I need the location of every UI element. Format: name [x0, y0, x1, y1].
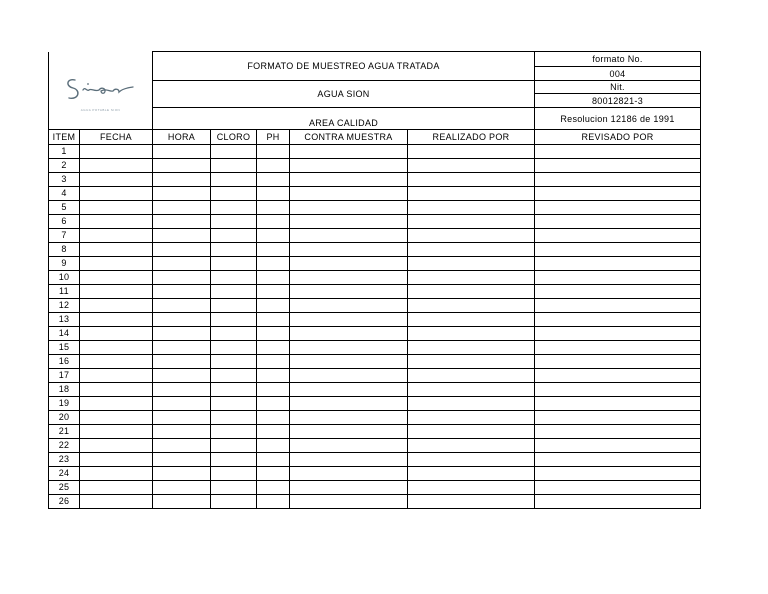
hora-cell[interactable]: [153, 453, 211, 467]
hora-cell[interactable]: [153, 201, 211, 215]
cloro-cell[interactable]: [211, 215, 257, 229]
sampling-table: [48, 129, 701, 509]
realizado-por-cell[interactable]: [408, 341, 535, 355]
fecha-cell[interactable]: [80, 411, 153, 425]
hora-cell[interactable]: [153, 243, 211, 257]
contra-muestra-cell[interactable]: [290, 145, 408, 159]
company-name: AGUA SION: [153, 81, 535, 108]
revisado-por-cell[interactable]: [535, 425, 701, 439]
item-number: 25: [49, 481, 80, 495]
item-number: 12: [49, 299, 80, 313]
fecha-cell[interactable]: [80, 145, 153, 159]
ph-cell[interactable]: [257, 341, 290, 355]
table-row: [49, 215, 701, 229]
revisado-por-cell[interactable]: [535, 187, 701, 201]
cloro-cell[interactable]: [211, 285, 257, 299]
format-number: 004: [535, 67, 701, 81]
contra-muestra-cell[interactable]: [290, 173, 408, 187]
nit-label: Nit.: [535, 81, 701, 94]
revisado-por-cell[interactable]: [535, 439, 701, 453]
area-name: AREA CALIDAD: [153, 108, 535, 130]
fecha-cell[interactable]: [80, 215, 153, 229]
contra-muestra-cell[interactable]: [290, 411, 408, 425]
fecha-cell[interactable]: [80, 313, 153, 327]
fecha-cell[interactable]: [80, 243, 153, 257]
hora-cell[interactable]: [153, 355, 211, 369]
col-realizado-por-header: REALIZADO POR: [408, 130, 535, 145]
contra-muestra-cell[interactable]: [290, 481, 408, 495]
table-row: [49, 453, 701, 467]
cloro-cell[interactable]: [211, 145, 257, 159]
table-row: [49, 439, 701, 453]
revisado-por-cell[interactable]: [535, 369, 701, 383]
table-row: [49, 159, 701, 173]
table-row: [49, 173, 701, 187]
hora-cell[interactable]: [153, 341, 211, 355]
hora-cell[interactable]: [153, 439, 211, 453]
item-number: 21: [49, 425, 80, 439]
table-row: [49, 313, 701, 327]
fecha-cell[interactable]: [80, 425, 153, 439]
contra-muestra-cell[interactable]: [290, 383, 408, 397]
table-row: [49, 145, 701, 159]
col-hora-header: HORA: [153, 130, 211, 145]
fecha-cell[interactable]: [80, 453, 153, 467]
item-number: 6: [49, 215, 80, 229]
fecha-cell[interactable]: [80, 187, 153, 201]
realizado-por-cell[interactable]: [408, 355, 535, 369]
cloro-cell[interactable]: [211, 313, 257, 327]
contra-muestra-cell[interactable]: [290, 397, 408, 411]
item-number: 18: [49, 383, 80, 397]
ph-cell[interactable]: [257, 257, 290, 271]
item-number: 17: [49, 369, 80, 383]
cloro-cell[interactable]: [211, 173, 257, 187]
cloro-cell[interactable]: [211, 257, 257, 271]
revisado-por-cell[interactable]: [535, 285, 701, 299]
fecha-cell[interactable]: [80, 495, 153, 509]
contra-muestra-cell[interactable]: [290, 299, 408, 313]
cloro-cell[interactable]: [211, 383, 257, 397]
hora-cell[interactable]: [153, 229, 211, 243]
realizado-por-cell[interactable]: [408, 271, 535, 285]
contra-muestra-cell[interactable]: [290, 341, 408, 355]
table-row: [49, 369, 701, 383]
revisado-por-cell[interactable]: [535, 215, 701, 229]
ph-cell[interactable]: [257, 355, 290, 369]
realizado-por-cell[interactable]: [408, 215, 535, 229]
contra-muestra-cell[interactable]: [290, 243, 408, 257]
cloro-cell[interactable]: [211, 243, 257, 257]
table-row: [49, 467, 701, 481]
nit-number: 80012821-3: [535, 94, 701, 108]
realizado-por-cell[interactable]: [408, 467, 535, 481]
contra-muestra-cell[interactable]: [290, 271, 408, 285]
cloro-cell[interactable]: [211, 481, 257, 495]
table-row: [49, 257, 701, 271]
fecha-cell[interactable]: [80, 257, 153, 271]
realizado-por-cell[interactable]: [408, 453, 535, 467]
revisado-por-cell[interactable]: [535, 397, 701, 411]
item-number: 3: [49, 173, 80, 187]
ph-cell[interactable]: [257, 229, 290, 243]
hora-cell[interactable]: [153, 411, 211, 425]
ph-cell[interactable]: [257, 285, 290, 299]
contra-muestra-cell[interactable]: [290, 369, 408, 383]
hora-cell[interactable]: [153, 173, 211, 187]
realizado-por-cell[interactable]: [408, 159, 535, 173]
revisado-por-cell[interactable]: [535, 453, 701, 467]
cloro-cell[interactable]: [211, 271, 257, 285]
realizado-por-cell[interactable]: [408, 257, 535, 271]
revisado-por-cell[interactable]: [535, 257, 701, 271]
cloro-cell[interactable]: [211, 397, 257, 411]
table-row: [49, 229, 701, 243]
table-row: [49, 327, 701, 341]
revisado-por-cell[interactable]: [535, 159, 701, 173]
fecha-cell[interactable]: [80, 173, 153, 187]
contra-muestra-cell[interactable]: [290, 327, 408, 341]
sion-logo-icon: [61, 70, 141, 106]
realizado-por-cell[interactable]: [408, 299, 535, 313]
hora-cell[interactable]: [153, 187, 211, 201]
hora-cell[interactable]: [153, 215, 211, 229]
fecha-cell[interactable]: [80, 341, 153, 355]
hora-cell[interactable]: [153, 481, 211, 495]
ph-cell[interactable]: [257, 383, 290, 397]
item-number: 14: [49, 327, 80, 341]
hora-cell[interactable]: [153, 467, 211, 481]
contra-muestra-cell[interactable]: [290, 201, 408, 215]
ph-cell[interactable]: [257, 411, 290, 425]
cloro-cell[interactable]: [211, 453, 257, 467]
revisado-por-cell[interactable]: [535, 495, 701, 509]
hora-cell[interactable]: [153, 299, 211, 313]
item-number: 22: [49, 439, 80, 453]
ph-cell[interactable]: [257, 495, 290, 509]
item-number: 1: [49, 145, 80, 159]
ph-cell[interactable]: [257, 215, 290, 229]
item-number: 24: [49, 467, 80, 481]
table-row: [49, 397, 701, 411]
fecha-cell[interactable]: [80, 369, 153, 383]
resolution-text: Resolucion 12186 de 1991: [535, 108, 701, 130]
cloro-cell[interactable]: [211, 187, 257, 201]
cloro-cell[interactable]: [211, 425, 257, 439]
col-fecha-header: FECHA: [80, 130, 153, 145]
fecha-cell[interactable]: [80, 159, 153, 173]
realizado-por-cell[interactable]: [408, 187, 535, 201]
contra-muestra-cell[interactable]: [290, 355, 408, 369]
realizado-por-cell[interactable]: [408, 397, 535, 411]
company-logo: [55, 52, 147, 130]
revisado-por-cell[interactable]: [535, 229, 701, 243]
item-number: 11: [49, 285, 80, 299]
table-row: [49, 201, 701, 215]
col-ph-header: PH: [257, 130, 290, 145]
realizado-por-cell[interactable]: [408, 411, 535, 425]
realizado-por-cell[interactable]: [408, 173, 535, 187]
realizado-por-cell[interactable]: [408, 369, 535, 383]
cloro-cell[interactable]: [211, 327, 257, 341]
revisado-por-cell[interactable]: [535, 243, 701, 257]
hora-cell[interactable]: [153, 327, 211, 341]
ph-cell[interactable]: [257, 467, 290, 481]
item-number: 20: [49, 411, 80, 425]
ph-cell[interactable]: [257, 201, 290, 215]
realizado-por-cell[interactable]: [408, 495, 535, 509]
table-row: [49, 243, 701, 257]
hora-cell[interactable]: [153, 397, 211, 411]
realizado-por-cell[interactable]: [408, 383, 535, 397]
cloro-cell[interactable]: [211, 201, 257, 215]
logo-subtext: AGUA POTABLE SION: [80, 107, 121, 112]
cloro-cell[interactable]: [211, 229, 257, 243]
format-label: formato No.: [535, 52, 701, 67]
col-item-header: ITEM: [49, 130, 80, 145]
ph-cell[interactable]: [257, 173, 290, 187]
hora-cell[interactable]: [153, 369, 211, 383]
ph-cell[interactable]: [257, 271, 290, 285]
ph-cell[interactable]: [257, 145, 290, 159]
table-row: [49, 481, 701, 495]
contra-muestra-cell[interactable]: [290, 425, 408, 439]
revisado-por-cell[interactable]: [535, 411, 701, 425]
ph-cell[interactable]: [257, 369, 290, 383]
fecha-cell[interactable]: [80, 439, 153, 453]
contra-muestra-cell[interactable]: [290, 187, 408, 201]
hora-cell[interactable]: [153, 495, 211, 509]
ph-cell[interactable]: [257, 439, 290, 453]
contra-muestra-cell[interactable]: [290, 229, 408, 243]
realizado-por-cell[interactable]: [408, 481, 535, 495]
form-header: [48, 51, 701, 130]
fecha-cell[interactable]: [80, 481, 153, 495]
table-row: [49, 355, 701, 369]
contra-muestra-cell[interactable]: [290, 495, 408, 509]
hora-cell[interactable]: [153, 145, 211, 159]
revisado-por-cell[interactable]: [535, 467, 701, 481]
revisado-por-cell[interactable]: [535, 481, 701, 495]
ph-cell[interactable]: [257, 397, 290, 411]
table-row: [49, 187, 701, 201]
ph-cell[interactable]: [257, 159, 290, 173]
item-number: 13: [49, 313, 80, 327]
sampling-form: [48, 51, 700, 509]
fecha-cell[interactable]: [80, 271, 153, 285]
contra-muestra-cell[interactable]: [290, 467, 408, 481]
item-number: 4: [49, 187, 80, 201]
contra-muestra-cell[interactable]: [290, 215, 408, 229]
cloro-cell[interactable]: [211, 467, 257, 481]
hora-cell[interactable]: [153, 425, 211, 439]
fecha-cell[interactable]: [80, 383, 153, 397]
cloro-cell[interactable]: [211, 299, 257, 313]
contra-muestra-cell[interactable]: [290, 439, 408, 453]
fecha-cell[interactable]: [80, 299, 153, 313]
item-number: 2: [49, 159, 80, 173]
item-number: 5: [49, 201, 80, 215]
revisado-por-cell[interactable]: [535, 341, 701, 355]
item-number: 19: [49, 397, 80, 411]
fecha-cell[interactable]: [80, 467, 153, 481]
hora-cell[interactable]: [153, 313, 211, 327]
fecha-cell[interactable]: [80, 229, 153, 243]
ph-cell[interactable]: [257, 299, 290, 313]
realizado-por-cell[interactable]: [408, 145, 535, 159]
contra-muestra-cell[interactable]: [290, 257, 408, 271]
cloro-cell[interactable]: [211, 341, 257, 355]
cloro-cell[interactable]: [211, 369, 257, 383]
cloro-cell[interactable]: [211, 355, 257, 369]
hora-cell[interactable]: [153, 383, 211, 397]
revisado-por-cell[interactable]: [535, 299, 701, 313]
table-header-row: [49, 130, 701, 145]
revisado-por-cell[interactable]: [535, 173, 701, 187]
realizado-por-cell[interactable]: [408, 439, 535, 453]
contra-muestra-cell[interactable]: [290, 285, 408, 299]
hora-cell[interactable]: [153, 159, 211, 173]
table-row: [49, 495, 701, 509]
ph-cell[interactable]: [257, 481, 290, 495]
revisado-por-cell[interactable]: [535, 201, 701, 215]
revisado-por-cell[interactable]: [535, 327, 701, 341]
item-number: 10: [49, 271, 80, 285]
item-number: 15: [49, 341, 80, 355]
hora-cell[interactable]: [153, 257, 211, 271]
logo-cell: [49, 52, 153, 130]
fecha-cell[interactable]: [80, 285, 153, 299]
contra-muestra-cell[interactable]: [290, 453, 408, 467]
realizado-por-cell[interactable]: [408, 425, 535, 439]
realizado-por-cell[interactable]: [408, 201, 535, 215]
table-row: [49, 383, 701, 397]
table-row: [49, 411, 701, 425]
ph-cell[interactable]: [257, 243, 290, 257]
ph-cell[interactable]: [257, 453, 290, 467]
item-number: 7: [49, 229, 80, 243]
revisado-por-cell[interactable]: [535, 271, 701, 285]
realizado-por-cell[interactable]: [408, 229, 535, 243]
ph-cell[interactable]: [257, 327, 290, 341]
item-number: 8: [49, 243, 80, 257]
table-row: [49, 425, 701, 439]
contra-muestra-cell[interactable]: [290, 313, 408, 327]
col-revisado-por-header: REVISADO POR: [535, 130, 701, 145]
ph-cell[interactable]: [257, 187, 290, 201]
table-row: [49, 299, 701, 313]
realizado-por-cell[interactable]: [408, 327, 535, 341]
revisado-por-cell[interactable]: [535, 355, 701, 369]
item-number: 26: [49, 495, 80, 509]
realizado-por-cell[interactable]: [408, 243, 535, 257]
table-row: [49, 341, 701, 355]
realizado-por-cell[interactable]: [408, 285, 535, 299]
table-row: [49, 271, 701, 285]
fecha-cell[interactable]: [80, 327, 153, 341]
fecha-cell[interactable]: [80, 397, 153, 411]
fecha-cell[interactable]: [80, 355, 153, 369]
fecha-cell[interactable]: [80, 201, 153, 215]
hora-cell[interactable]: [153, 271, 211, 285]
cloro-cell[interactable]: [211, 159, 257, 173]
col-contra-muestra-header: CONTRA MUESTRA: [290, 130, 408, 145]
cloro-cell[interactable]: [211, 439, 257, 453]
revisado-por-cell[interactable]: [535, 145, 701, 159]
item-number: 16: [49, 355, 80, 369]
ph-cell[interactable]: [257, 425, 290, 439]
hora-cell[interactable]: [153, 285, 211, 299]
col-cloro-header: CLORO: [211, 130, 257, 145]
form-title: FORMATO DE MUESTREO AGUA TRATADA: [153, 52, 535, 81]
cloro-cell[interactable]: [211, 411, 257, 425]
realizado-por-cell[interactable]: [408, 313, 535, 327]
item-number: 23: [49, 453, 80, 467]
item-number: 9: [49, 257, 80, 271]
cloro-cell[interactable]: [211, 495, 257, 509]
revisado-por-cell[interactable]: [535, 383, 701, 397]
table-row: [49, 285, 701, 299]
revisado-por-cell[interactable]: [535, 313, 701, 327]
contra-muestra-cell[interactable]: [290, 159, 408, 173]
ph-cell[interactable]: [257, 313, 290, 327]
